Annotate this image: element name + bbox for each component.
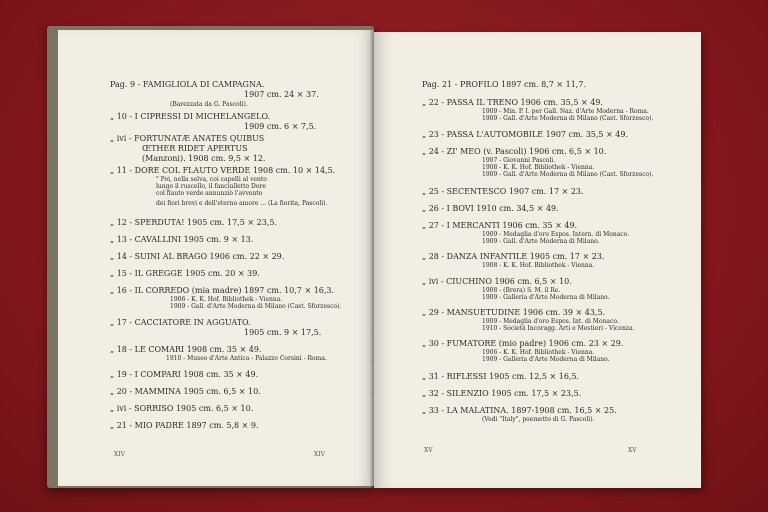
entry-line: „ 11 - DORE COL FLAUTO VERDE 1908 cm. 10 × 14,5. [110, 166, 336, 175]
entry-dimensions: (Manzoni). 1908 cm. 9,5 × 12. [142, 154, 266, 163]
entry-line: „ 18 - LE COMARI 1908 cm. 35 × 49. [110, 345, 262, 354]
page-number: XIV [114, 451, 125, 458]
entry-line: „ ivi - SORRISO 1905 cm. 6,5 × 10. [110, 404, 254, 413]
entry-line: „ 21 - MIO PADRE 1897 cm. 5,8 × 9. [110, 421, 259, 430]
entry-note: 1910 - Museo d'Arte Antica - Palazzo Corsini - Roma. [166, 355, 327, 362]
entry-note: 1909 - Gall. d'Arte Moderna di Milano (Cast. Sforzesco). [482, 171, 654, 178]
entry-note: 1909 - Gall. d'Arte Moderna di Milano. [482, 238, 600, 245]
entry-line: ŒTHER RIDET APERTUS [142, 144, 248, 153]
entry-line: „ 17 - CACCIATORE IN AGGUATO. [110, 318, 251, 327]
entry-line: „ 14 - SUINI AL BRAGO 1906 cm. 22 × 29. [110, 252, 285, 261]
entry-line: „ 30 - FUMATORE (mio padre) 1906 cm. 23 × 29. [422, 339, 624, 348]
entry-line: „ 26 - I BOVI 1910 cm. 34,5 × 49. [422, 204, 559, 213]
entry-line: „ 16 - IL CORREDO (mia madre) 1897 cm. 10,7 × 16,3. [110, 286, 335, 295]
entry-line: „ 24 - ZI' MEO (v. Pascoli) 1906 cm. 6,5 × 10. [422, 147, 607, 156]
entry-note: 1909 - Gall. d'Arte Moderna di Milano (Cast. Sforzesco). [170, 303, 342, 310]
entry-line: „ 32 - SILENZIO 1905 cm. 17,5 × 23,5. [422, 389, 582, 398]
entry-note: 1909 - Medaglia d'oro Espos. Int. di Monaco. [482, 318, 619, 325]
entry-line: „ 23 - PASSA L'AUTOMOBILE 1907 cm. 35,5 × 49. [422, 130, 629, 139]
entry-dimensions: 1909 cm. 6 × 7,5. [244, 122, 317, 131]
poem-quote-line: lungo il ruscello, il fanciulletto Dore [156, 183, 266, 190]
entry-line: „ 28 - DANZA INFANTILE 1905 cm. 17 × 23. [422, 252, 605, 261]
poem-quote-line: col flauto verde annunziò l'avvento [156, 190, 263, 197]
right-page [374, 32, 701, 488]
entry-note: 1909 - Gall. d'Arte Moderna di Milano (Cast. Sforzesco). [482, 115, 654, 122]
entry-dimensions: 1905 cm. 9 × 17,5. [244, 328, 322, 337]
page-number: XV [424, 447, 433, 454]
entry-line: „ ivi - CIUCHINO 1906 cm. 6,5 × 10. [422, 277, 572, 286]
poem-quote-line: " Poi, nella selva, coi capelli al vento [156, 176, 267, 183]
entry-note: 1908 - K. K. Hof. Bibliothek - Vienna. [482, 262, 595, 269]
left-page [58, 30, 374, 486]
page-number: XV [628, 447, 637, 454]
entry-note: 1908 - (Brera) S. M. il Re. [482, 287, 561, 294]
entry-line: „ 22 - PASSA IL TRENO 1906 cm. 35,5 × 49. [422, 98, 603, 107]
entry-line: „ 25 - SECENTESCO 1907 cm. 17 × 23. [422, 187, 584, 196]
entry-note: 1906 - K. K. Hof. Bibliothek - Vienna. [170, 296, 283, 303]
entry-note: (Vedi "Italy", poemetto di G. Pascoli). [482, 416, 595, 423]
entry-line: „ 20 - MAMMINA 1905 cm. 6,5 × 10. [110, 387, 261, 396]
entry-note: 1909 - Galleria d'Arte Moderna di Milano. [482, 294, 610, 301]
entry-line: „ 31 - RIFLESSI 1905 cm. 12,5 × 16,5. [422, 372, 580, 381]
entry-note: 1907 - Giovanni Pascoli. [482, 157, 556, 164]
entry-line: „ 27 - I MERCANTI 1906 cm. 35 × 49. [422, 221, 578, 230]
entry-line: „ 13 - CAVALLINI 1905 cm. 9 × 13. [110, 235, 254, 244]
entry-line: „ 19 - I COMPARI 1908 cm. 35 × 49. [110, 370, 259, 379]
entry-line: „ 29 - MANSUETUDINE 1906 cm. 39 × 43,5. [422, 308, 606, 317]
entry-note: 1909 - Min. P. I. per Gall. Naz. d'Arte Moderna - Roma. [482, 108, 649, 115]
poem-quote-line: dei fiori brevi e dell'eterno amore ... (La fiorita, Pascoli). [156, 200, 328, 207]
entry-line: „ 12 - SPERDUTA! 1905 cm. 17,5 × 23,5. [110, 218, 277, 227]
entry-note: 1909 - Medaglia d'oro Espos. Intern. di Monaco. [482, 231, 630, 238]
entry-note: (Barezzata da G. Pascoli). [170, 101, 248, 108]
entry-line: „ 15 - IL GREGGE 1905 cm. 20 × 39. [110, 269, 260, 278]
entry-note: 1910 - Società Incoragg. Arti e Mestieri - Vicenza. [482, 325, 635, 332]
entry-line: „ 33 - LA MALATINA. 1897-1908 cm. 16,5 × 25. [422, 406, 617, 415]
entry-line: „ ivi - FORTUNATÆ ANATES QUIBUS [110, 134, 265, 143]
page-number: XIV [314, 451, 325, 458]
entry-line: „ 10 - I CIPRESSI DI MICHELANGELO. [110, 112, 271, 121]
entry-line: Pag. 9 - FAMIGLIOLA DI CAMPAGNA. [110, 80, 265, 89]
entry-note: 1908 - K. K. Hof. Bibliothek - Vienna. [482, 164, 595, 171]
entry-line: Pag. 21 - PROFILO 1897 cm. 8,7 × 11,7. [422, 80, 586, 89]
entry-dimensions: 1907 cm. 24 × 37. [244, 90, 319, 99]
entry-note: 1906 - K. K. Hof. Bibliothek - Vienna. [482, 349, 595, 356]
entry-note: 1909 - Galleria d'Arte Moderna di Milano. [482, 356, 610, 363]
